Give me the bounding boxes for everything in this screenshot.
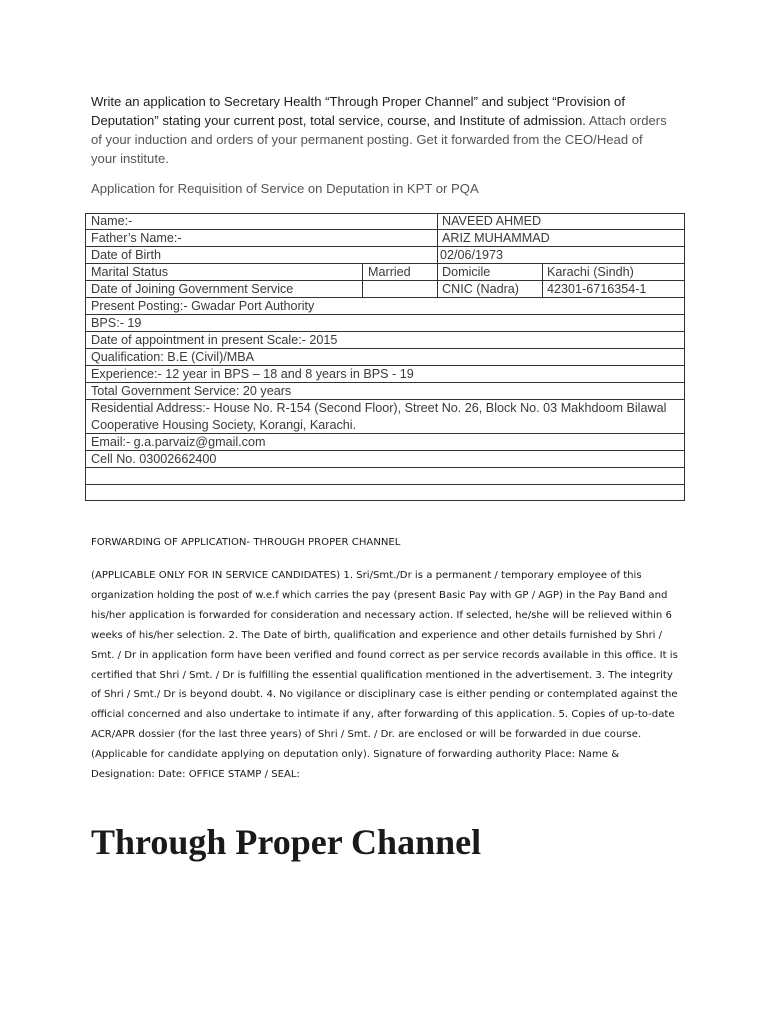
- experience: Experience:- 12 year in BPS – 18 and 8 years in BPS - 19: [91, 367, 414, 381]
- cnic-label: CNIC (Nadra): [442, 282, 519, 296]
- joining-date-label: Date of Joining Government Service: [91, 282, 294, 296]
- row-divider: [85, 484, 685, 485]
- father-name-value: ARIZ MUHAMMAD: [442, 231, 550, 245]
- appointment-date: Date of appointment in present Scale:- 2015: [91, 333, 338, 347]
- column-divider: [437, 213, 438, 263]
- marital-status-label: Marital Status: [91, 265, 168, 279]
- column-divider: [362, 263, 363, 297]
- application-subtitle: Application for Requisition of Service on Deputation in KPT or PQA: [91, 181, 479, 196]
- domicile-label: Domicile: [442, 265, 491, 279]
- row-divider: [85, 314, 685, 315]
- column-divider: [542, 263, 543, 297]
- email-address: Email:- g.a.parvaiz@gmail.com: [91, 435, 266, 449]
- qualification: Qualification: B.E (Civil)/MBA: [91, 350, 255, 364]
- forwarding-title: FORWARDING OF APPLICATION- THROUGH PROPER CHANNEL: [91, 537, 401, 548]
- name-label: Name:-: [91, 214, 133, 228]
- name-value: NAVEED AHMED: [442, 214, 542, 228]
- forwarding-body: (APPLICABLE ONLY FOR IN SERVICE CANDIDATES) 1. Sri/Smt./Dr is a permanent / temporary employee of this organization holding the post of w.e.f which carries the pay (present Basic Pay with GP / AGP) in the Pay Band and his/her application is forwarded for consideration and necessary action. If selected, he/she will be relieved within 6 weeks of his/her selection. 2. The Date of birth, qualification and experience and other details furnished by Shri / Smt. / Dr in application form have been verified and found correct as per service records available in this office. It is certified that Shri / Smt. / Dr is fulfilling the essential qualification mentioned in the advertisement. 3. The integrity of Shri / Smt./ Dr is beyond doubt. 4. No vigilance or disciplinary case is either pending or contemplated against the official concerned and also undertake to intimate if any, after forwarding of this application. 5. Copies of up-to-date ACR/APR dossier (for the last three years) of Shri / Smt. / Dr. are enclosed or will be forwarded in due course. (Applicable for candidate applying on deputation only). Signature of forwarding authority Place: Name & Designation: Date: OFFICE STAMP / SEAL:: [91, 570, 678, 781]
- present-posting: Present Posting:- Gwadar Port Authority: [91, 299, 315, 313]
- father-name-label: Father’s Name:-: [91, 231, 182, 245]
- instruction-lead: Write an application to Secretary Health “Through Proper Channel” and subject “Provision of Deputation” stating your current post, total service, course, and Institute of admission.: [91, 94, 625, 128]
- dob-label: Date of Birth: [91, 248, 161, 262]
- domicile-value: Karachi (Sindh): [547, 265, 634, 279]
- row-divider: [85, 246, 685, 247]
- instruction-paragraph: [91, 92, 671, 168]
- column-divider: [437, 263, 438, 297]
- row-divider: [85, 467, 685, 468]
- page-heading: Through Proper Channel: [91, 822, 482, 862]
- residential-address: Residential Address:- House No. R-154 (Second Floor), Street No. 26, Block No. 03 Makhdoom Bilawal Cooperative Housing Society, Korangi, Karachi.: [91, 401, 667, 432]
- dob-value: 02/06/1973: [440, 248, 504, 262]
- application-form-table: [85, 213, 685, 502]
- instruction-rest: Attach orders of your induction and orders of your permanent posting. Get it forwarded from the CEO/Head of your institute.: [91, 113, 667, 166]
- marital-status-value: Married: [368, 265, 411, 279]
- total-service: Total Government Service: 20 years: [91, 384, 292, 398]
- bps-grade: BPS:- 19: [91, 316, 142, 330]
- cnic-value: 42301-6716354-1: [547, 282, 647, 296]
- cell-number: Cell No. 03002662400: [91, 452, 217, 466]
